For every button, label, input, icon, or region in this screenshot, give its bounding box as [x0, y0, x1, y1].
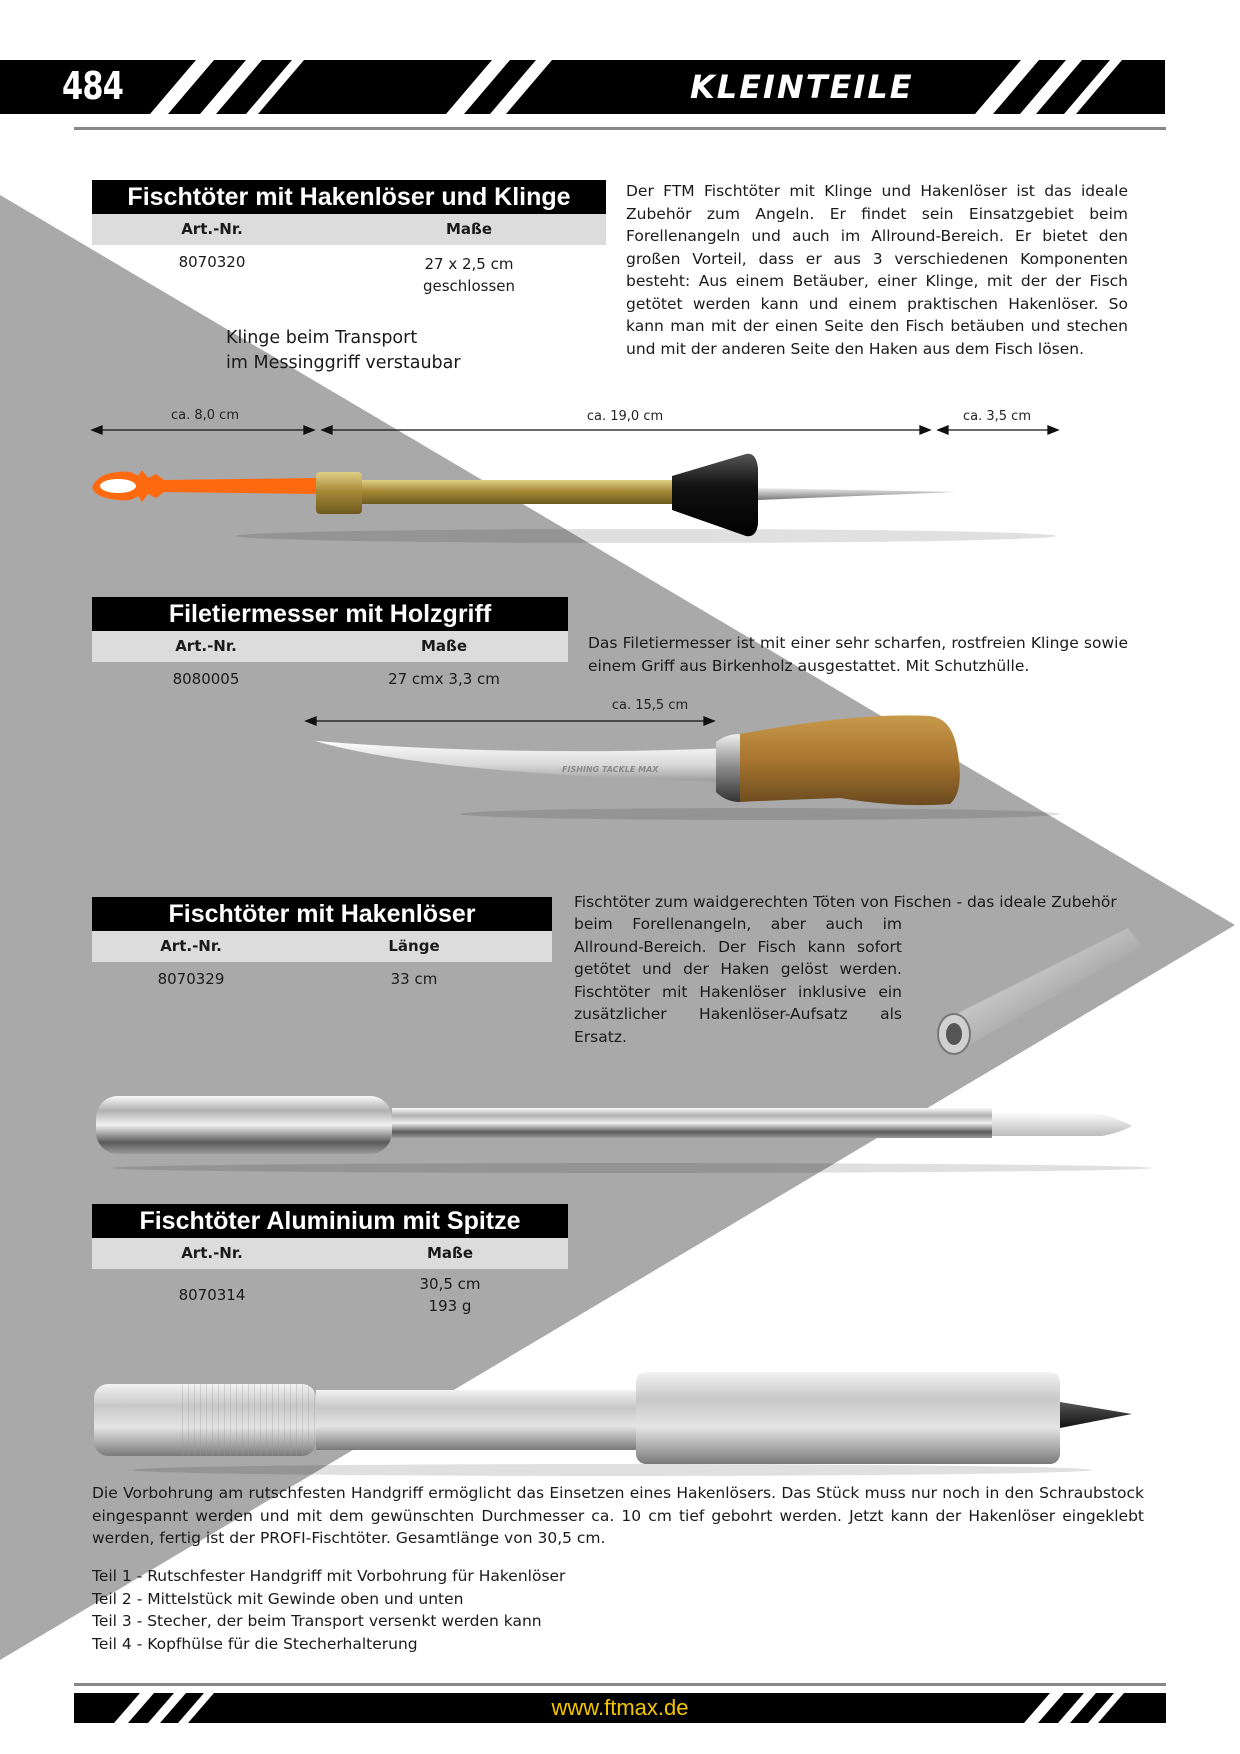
dimension-label: ca. 15,5 cm	[611, 698, 689, 713]
fischtoeter-hakenloeser-image	[92, 1086, 1162, 1176]
header-stripes	[0, 60, 1165, 114]
list-item: Teil 3 - Stecher, der beim Transport versenkt werden kann	[92, 1612, 542, 1630]
dimension-label-1: ca. 8,0 cm	[171, 408, 239, 423]
transport-note	[226, 326, 461, 376]
fischtoeter-klinge-image	[86, 448, 1076, 548]
column-header-laenge: Länge	[388, 937, 440, 955]
column-header-masse: Maße	[426, 1244, 473, 1262]
table-row	[92, 245, 606, 297]
product-table-fischtoeter-klinge	[92, 180, 606, 297]
parts-list	[92, 1565, 565, 1655]
table-header-row	[92, 631, 568, 662]
table-header-row	[92, 1238, 568, 1269]
table-header-row	[92, 931, 552, 962]
masse-value	[332, 253, 606, 297]
masse-line-1: 30,5 cm	[419, 1275, 481, 1293]
product-description-line-1: Fischtöter zum waidgerechten Töten von Fischen - das ideale Zubehör	[574, 893, 1117, 911]
product-title: Fischtöter mit Hakenlöser	[92, 897, 552, 931]
footer-bar	[74, 1693, 1166, 1723]
masse-value	[332, 1273, 568, 1317]
column-header-art-nr: Art.-Nr.	[160, 937, 222, 955]
blade-print: FISHING TACKLE MAX	[562, 765, 659, 774]
dimension-label-3: ca. 3,5 cm	[963, 409, 1031, 424]
transport-note-line-1: Klinge beim Transport	[226, 328, 418, 348]
website-link[interactable]: www.ftmax.de	[551, 1695, 689, 1720]
footer-rule	[74, 1683, 1166, 1686]
product-description: Die Vorbohrung am rutschfesten Handgriff ermöglicht das Einsetzen eines Hakenlösers. Das Stück muss nur noch in den Schraubstock eingespannt werden und mit dem gewünschten Durchmesser ca. 10 cm tief gebohrt werden. Jetzt kann der Hakenlöser eingeklebt werden, fertig ist der PROFI-Fischtöter. Gesamtlänge von 30,5 cm.	[92, 1484, 1144, 1547]
table-row	[92, 662, 568, 688]
list-item: Teil 2 - Mittelstück mit Gewinde oben und unten	[92, 1589, 464, 1608]
art-nr-value: 8070314	[178, 1286, 246, 1304]
column-header-art-nr: Art.-Nr.	[175, 637, 237, 655]
masse-value: 27 cmx 3,3 cm	[388, 670, 500, 688]
header-bar	[0, 60, 1165, 114]
list-item: Teil 1 - Rutschfester Handgriff mit Vorbohrung für Hakenlöser	[92, 1567, 566, 1585]
product-description: Der FTM Fischtöter mit Klinge und Hakenlöser ist das ideale Zubehör zum Angeln. Er findet sein Einsatzgebiet beim Forellenangeln und auch im Allround-Bereich. Er bietet den großen Vorteil, dass er aus 3 verschiedenen Komponenten besteht: Aus einem Betäuber, einer Klinge, mit der der Fisch getötet werden kann und einem praktischen Hakenlöser. So kann man mit der einen Seite den Fisch betäuben und stechen und mit der anderen Seite den Haken aus dem Fisch lösen.	[626, 182, 1128, 358]
column-header-art-nr: Art.-Nr.	[181, 1244, 243, 1262]
transport-note-line-2: im Messinggriff verstaubar	[226, 353, 461, 373]
product-table-fischtoeter-aluminium	[92, 1204, 568, 1317]
filetiermesser-image	[300, 704, 1060, 824]
table-row	[92, 1269, 568, 1317]
art-nr-value: 8070320	[178, 253, 246, 271]
product-table-fischtoeter-hakenloeser	[92, 897, 552, 988]
laenge-value: 33 cm	[390, 970, 438, 988]
page-number: 484	[62, 64, 124, 108]
table-row	[92, 962, 552, 988]
product-description: beim Forellenangeln, aber auch im Allround-Bereich. Der Fisch kann sofort getötet und der Haken gelöst werden. Fischtöter mit Hakenlöser inklusive ein zusätzlicher Hakenlöser-Aufsatz als Ersatz.	[574, 915, 902, 1046]
header-rule	[74, 127, 1166, 130]
product-table-filetiermesser	[92, 597, 568, 688]
product-title: Fischtöter mit Hakenlöser und Klinge	[92, 180, 606, 214]
art-nr-value: 8070329	[157, 970, 225, 988]
masse-line-2: 193 g	[428, 1297, 472, 1315]
list-item: Teil 4 - Kopfhülse für die Stecherhalterung	[92, 1634, 418, 1653]
masse-line-1: 27 x 2,5 cm	[424, 255, 514, 273]
masse-line-2: geschlossen	[422, 277, 516, 295]
column-header-masse: Maße	[420, 637, 467, 655]
art-nr-value: 8080005	[172, 670, 240, 688]
column-header-art-nr: Art.-Nr.	[181, 220, 243, 238]
column-header-masse: Maße	[445, 220, 492, 238]
product-title: Fischtöter Aluminium mit Spitze	[92, 1204, 568, 1238]
product-description: Das Filetiermesser ist mit einer sehr scharfen, rostfreien Klinge sowie einem Griff aus Birkenholz ausgestattet. Mit Schutzhülle.	[588, 634, 1128, 675]
fischtoeter-aluminium-image	[92, 1366, 1146, 1478]
hakenloeser-aufsatz-image	[928, 924, 1150, 1064]
dimension-label-2: ca. 19,0 cm	[586, 409, 664, 424]
section-title: KLEINTEILE	[690, 68, 914, 106]
table-header-row	[92, 214, 606, 245]
product-title: Filetiermesser mit Holzgriff	[92, 597, 568, 631]
